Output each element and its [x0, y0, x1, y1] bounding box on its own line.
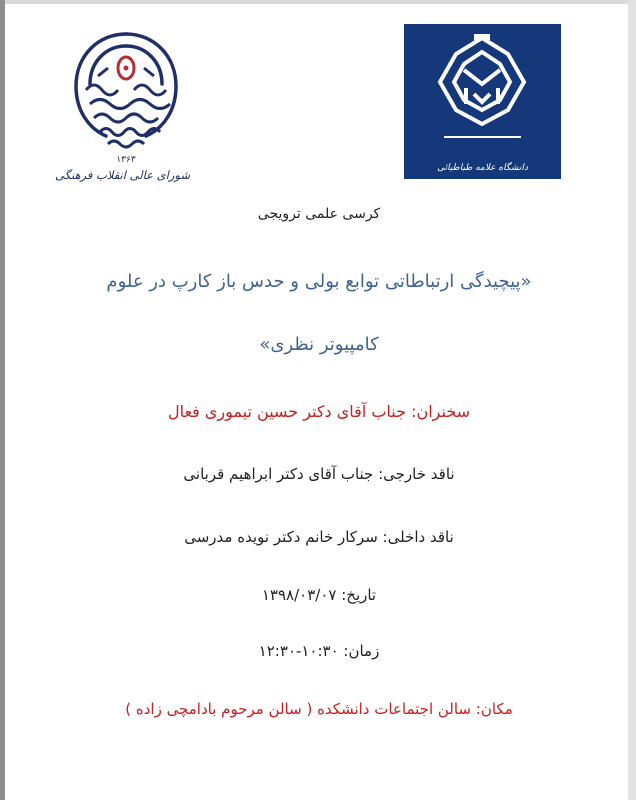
page-top-edge [0, 0, 636, 4]
council-emblem-icon [68, 28, 184, 154]
event-type: کرسی علمی ترویجی [257, 206, 381, 222]
council-name: شورای عالی انقلاب فرهنگی [55, 168, 190, 182]
cultural-council-logo [55, 28, 190, 184]
university-name: دانشگاه علامه طباطبائی [437, 163, 528, 173]
event-title-line-2: کامپیوتر نظری» [259, 334, 379, 355]
speaker-line: سخنران: جناب آقای دکتر حسین تیموری فعال [167, 402, 471, 421]
university-emblem-icon [404, 24, 561, 179]
page-left-edge [0, 0, 5, 800]
page-right-edge [628, 0, 636, 800]
internal-critic-line: ناقد داخلی: سرکار خانم دکتر نویده مدرسی [184, 528, 454, 546]
date-line: تاریخ: ۱۳۹۸/۰۳/۰۷ [261, 586, 377, 604]
event-title-line-1: «پیچیدگی ارتباطاتی توابع بولی و حدس باز کارپ در علوم [106, 271, 532, 292]
venue-line: مکان: سالن اجتماعات دانشکده ( سالن مرحوم بادامچی زاده ) [125, 700, 513, 718]
time-line: زمان: ۱۰:۳۰-۱۲:۳۰ [258, 642, 380, 660]
external-critic-line: ناقد خارجی: جناب آقای دکتر ابراهیم قربانی [183, 465, 455, 483]
council-year: ۱۳۶۳ [116, 155, 136, 165]
university-logo [404, 24, 561, 179]
